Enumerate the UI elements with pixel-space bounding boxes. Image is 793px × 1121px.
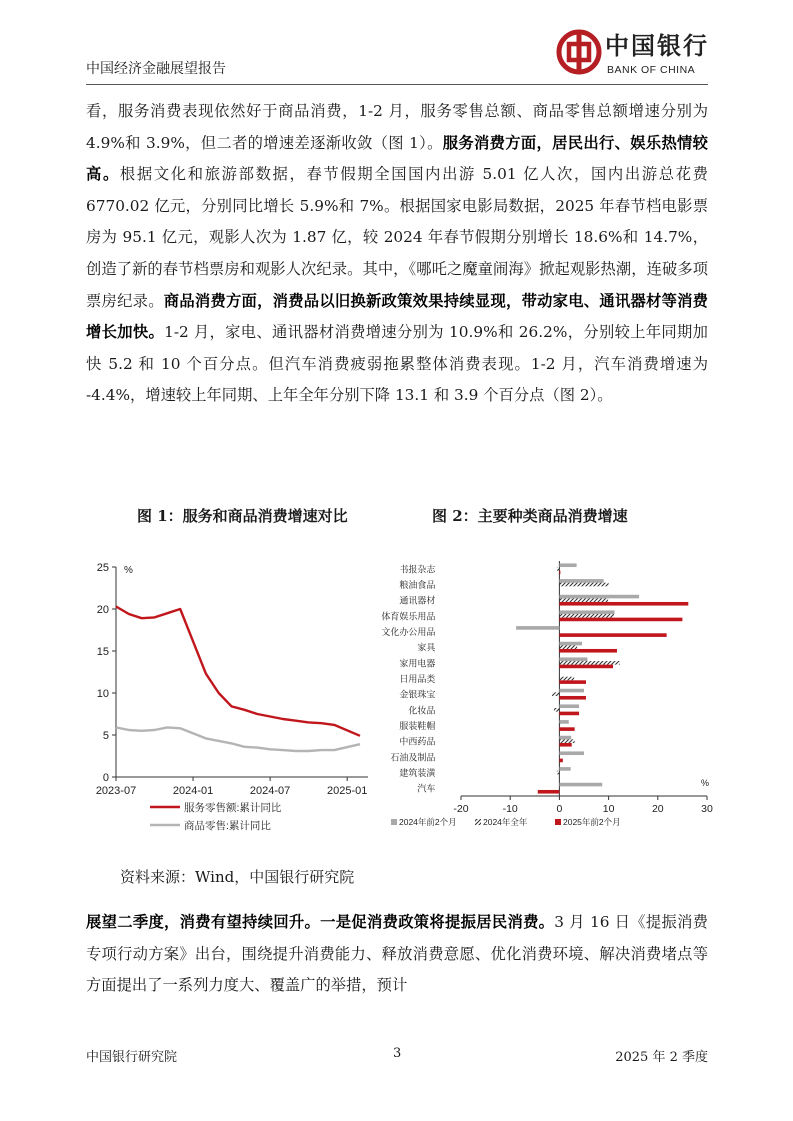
bar-2025-first-2m [559,618,682,622]
y-tick-label: 0 [102,772,109,784]
bold-lead-sentence: 展望二季度，消费有望持续回升。一是促消费政策将提振居民消费。 [86,913,555,931]
x-unit-label: % [701,778,710,788]
y-tick-label: 5 [102,730,109,742]
x-tick-label: 10 [602,803,615,815]
bar-2024-full-year [559,661,620,665]
category-label: 服装鞋帽 [399,721,436,731]
bar-2025-first-2m [559,602,688,606]
bank-logo [555,28,711,82]
bar-2024-first-2m [559,563,576,567]
x-tick-label: 20 [651,803,664,815]
bar-2024-full-year [559,739,574,743]
bar-2024-first-2m [559,579,603,583]
category-label: 建筑装潢 [399,768,436,778]
legend-label: 2024年全年 [483,817,528,827]
bold-lead-sentence: 服务消费方面，居民出行、娱乐热情较高。 [86,133,708,184]
body-paragraph-1 [86,96,708,412]
bar-2024-full-year [559,583,608,587]
footer-institution: 中国银行研究院 [86,1050,178,1065]
x-tick-label: 2025-01 [326,785,368,797]
bar-2024-first-2m [559,783,602,787]
category-label: 书报杂志 [399,564,436,575]
figure-2-title: 图 2：主要种类商品消费增速 [432,507,628,525]
figure-1-title: 图 1：服务和商品消费增速对比 [137,507,348,525]
body-paragraph-2 [86,907,708,1002]
bar-2024-first-2m [559,751,584,755]
footer-period: 2025 年 2 季度 [615,1050,708,1065]
bar-2024-first-2m [516,626,559,630]
x-tick-label: -10 [502,803,518,815]
bar-2025-first-2m [559,571,560,575]
text-run: 3 月 16 日《提振消费专项行动方案》出台，围绕提升消费能力、释放消费意愿、优化消费环境、解决消费堵点等方面提出了一系列力度大、覆盖广的举措，预计 [86,913,708,995]
bank-of-china-emblem-icon [555,28,603,76]
y-unit-label: % [124,565,133,576]
legend-label: 2025年前2个月 [563,817,621,827]
category-label: 家具 [417,642,436,653]
bar-2024-first-2m [559,642,582,646]
bar-2024-first-2m [559,689,584,693]
legend-label: 2024年前2个月 [399,817,457,827]
bold-lead-sentence: 商品消费方面，消费品以旧换新政策效果持续显现，带动家电、通讯器材等消费增长加快。 [86,291,708,342]
bar-2024-full-year [559,677,574,681]
category-label: 中西药品 [399,736,436,747]
logo-chinese-name: 中国银行 [605,31,709,60]
x-tick-label: 2023-07 [95,785,137,797]
category-label: 体育娱乐用品 [381,611,436,622]
bar-2024-first-2m [559,704,579,708]
x-tick-label: 2024-01 [172,785,214,797]
x-tick-label: 0 [556,803,563,815]
text-run: 1-2 月，家电、通讯器材消费增速分别为 10.9%和 26.2%，分别较上年同期加快 5.2 和 10 个百分点。但汽车消费疲弱拖累整体消费表现。1-2 月，汽车消费增速为 -4.4%，增速较上年同期、上年全年分别下降 13.1 和 3.9 个百分点（图 2）。 [86,323,708,405]
bar-2024-full-year [557,771,559,775]
category-label: 家用电器 [399,658,436,669]
bar-2024-full-year [559,598,608,602]
bar-2024-full-year [552,692,559,696]
bar-2025-first-2m [559,649,617,653]
y-tick-label: 20 [96,604,109,616]
bar-2025-first-2m [559,743,571,747]
x-tick-label: 30 [701,803,713,815]
bar-2024-full-year [559,645,577,649]
report-title: 中国经济金融展望报告 [86,61,226,77]
page-number: 3 [393,1046,402,1061]
bar-2024-first-2m [559,657,587,661]
x-tick-label: -20 [453,803,469,815]
category-label: 通讯器材 [399,595,436,606]
legend-swatch [555,819,561,825]
legend-label: 服务零售额:累计同比 [184,802,282,814]
category-label: 文化办公用品 [381,627,436,637]
y-tick-label: 25 [96,562,109,574]
legend-swatch [475,819,481,825]
y-tick-label: 15 [96,646,109,658]
bar-2025-first-2m [559,665,613,669]
bar-2025-first-2m [559,633,666,637]
category-label: 化妆品 [408,705,436,716]
bar-2024-first-2m [559,767,570,771]
text-run: 根据文化和旅游部数据，春节假期全国国内出游 5.01 亿人次，国内出游总花费 6770.02 亿元，分别同比增长 5.9%和 7%。根据国家电影局数据，2025 年春节档电影票房为 95.1 亿元，观影人次为 1.87 亿，较 2024 年春节假期分别增长 18.6%和 14.7%，创造了新的春节档票房和观影人次纪录。其中，《哪吒之魔童闹海》掀起观影热潮，连破多项票房纪录。 [86,165,708,310]
bar-2025-first-2m [559,712,579,716]
legend-label: 商品零售:累计同比 [184,820,271,832]
bar-2025-first-2m [538,790,560,794]
x-tick-label: 2024-07 [249,785,291,797]
header-divider [86,84,708,85]
logo-english-name: BANK OF CHINA [607,64,696,76]
category-label: 金银珠宝 [399,689,436,700]
bar-2024-full-year [559,614,614,618]
category-label: 粮油食品 [399,580,436,590]
y-tick-label: 10 [96,688,109,700]
bar-2025-first-2m [559,680,586,684]
bar-2024-full-year [554,708,559,712]
series-line-goods [116,727,360,751]
category-label: 日用品类 [399,674,436,684]
source-note: 资料来源：Wind，中国银行研究院 [120,868,355,886]
bar-2024-full-year [559,724,560,728]
goods-category-bar-chart [381,555,713,845]
text-run: 看，服务消费表现依然好于商品消费，1-2 月，服务零售总额、商品零售总额增速分别为 4.9%和 3.9%，但二者的增速差逐渐收敛（图 1）。 [86,102,708,152]
category-label: 汽车 [417,783,436,794]
bar-2024-first-2m [559,720,568,724]
bar-2025-first-2m [559,727,574,731]
service-vs-goods-line-chart [86,555,386,845]
bar-2024-first-2m [559,736,571,740]
bar-2025-first-2m [559,696,586,700]
legend-swatch [391,819,397,825]
category-label: 石油及制品 [390,752,436,763]
bar-2024-first-2m [559,610,614,614]
series-line-service [116,607,360,736]
bar-2025-first-2m [559,759,562,763]
bar-2024-full-year [557,567,559,571]
bar-2024-first-2m [559,595,639,599]
